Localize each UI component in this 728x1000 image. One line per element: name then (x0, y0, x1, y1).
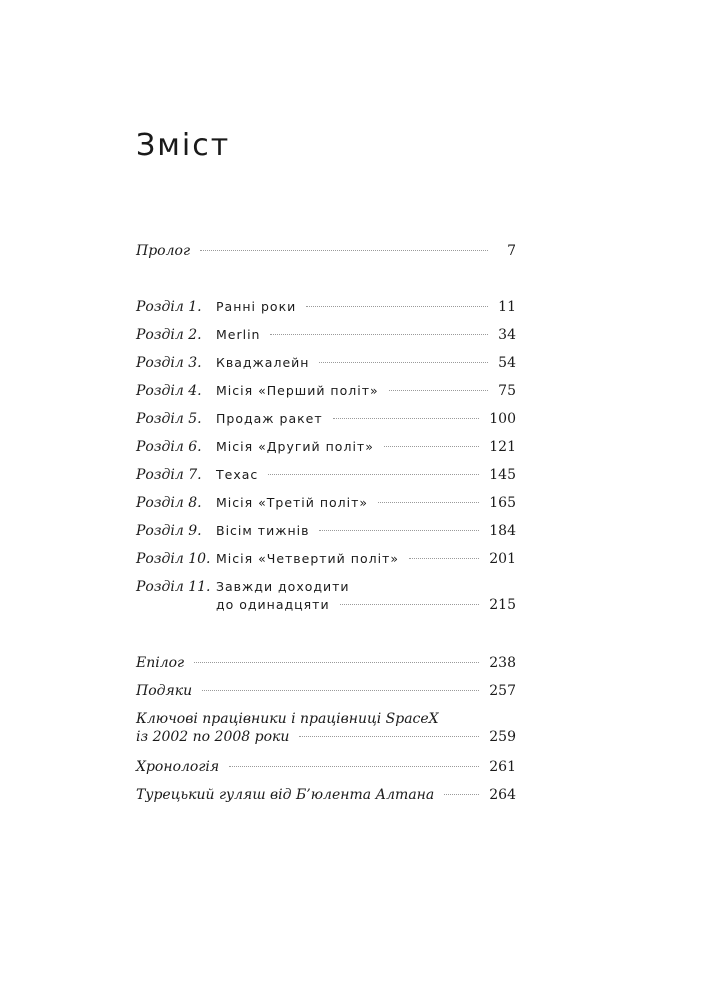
toc-entry-chapter-6[interactable] (136, 438, 516, 456)
chapter-title: Вісім тижнів (216, 523, 310, 538)
page-title: Зміст (136, 128, 231, 163)
page-number: 11 (498, 299, 516, 315)
page-number: 145 (489, 467, 516, 483)
dot-leader (306, 306, 488, 307)
toc-entry-chapter-8[interactable] (136, 494, 516, 512)
toc-entry-prologue[interactable] (136, 242, 516, 260)
page-number: 54 (498, 355, 516, 371)
dot-leader (409, 558, 479, 559)
page-number: 257 (489, 683, 516, 699)
dot-leader (384, 446, 479, 447)
chapter-number: Розділ 11. (136, 579, 211, 595)
toc-entry-chapter-5[interactable] (136, 410, 516, 428)
dot-leader (319, 362, 488, 363)
page-number: 7 (507, 243, 516, 259)
page-number: 259 (489, 729, 516, 745)
dot-leader (389, 390, 488, 391)
toc-entry-epilogue[interactable] (136, 654, 516, 672)
chapter-number: Розділ 7. (136, 467, 202, 483)
dot-leader (194, 662, 479, 663)
page-number: 261 (489, 759, 516, 775)
dot-leader (340, 604, 480, 605)
chapter-number: Розділ 3. (136, 355, 202, 371)
dot-leader (444, 794, 479, 795)
toc-entry-thanks[interactable] (136, 682, 516, 700)
toc-entry-chapter-7[interactable] (136, 466, 516, 484)
dot-leader (270, 334, 488, 335)
chapter-title: Місія «Четвертий політ» (216, 551, 399, 566)
toc-entry-chapter-9[interactable] (136, 522, 516, 540)
page-number: 75 (498, 383, 516, 399)
chapter-number: Розділ 8. (136, 495, 202, 511)
chapter-title: Техас (216, 467, 259, 482)
chapter-title: Продаж ракет (216, 411, 323, 426)
chapter-number: Розділ 1. (136, 299, 202, 315)
chapter-number: Розділ 4. (136, 383, 202, 399)
chapter-number: Розділ 6. (136, 439, 202, 455)
chapter-title-line-1: Завжди доходити (216, 579, 350, 594)
chapter-title: Merlin (216, 327, 261, 342)
dot-leader (319, 530, 479, 531)
entry-label: Подяки (136, 683, 193, 699)
chapter-number: Розділ 9. (136, 523, 202, 539)
toc-entry-chapter-2[interactable] (136, 326, 516, 344)
page-number: 238 (489, 655, 516, 671)
chapter-title-line-2: до одинадцяти (216, 597, 330, 612)
toc-entry-chapter-1[interactable] (136, 298, 516, 316)
toc-entry-chapter-10[interactable] (136, 550, 516, 568)
chapter-title: Кваджалейн (216, 355, 310, 370)
page-number: 100 (489, 411, 516, 427)
toc-entry-chapter-11[interactable] (136, 578, 516, 614)
page-number: 34 (498, 327, 516, 343)
entry-label: Епілог (136, 655, 185, 671)
toc-entry-chronology[interactable] (136, 758, 516, 776)
dot-leader (202, 690, 479, 691)
entry-label: Турецький гуляш від Б’юлента Алтана (136, 787, 435, 803)
dot-leader (200, 250, 488, 251)
chapter-title: Місія «Другий політ» (216, 439, 374, 454)
page-number: 121 (489, 439, 516, 455)
dot-leader (268, 474, 479, 475)
chapter-number: Розділ 5. (136, 411, 202, 427)
page-number: 184 (489, 523, 516, 539)
page-number: 215 (489, 597, 516, 613)
entry-label: Хронологія (136, 759, 220, 775)
dot-leader (299, 736, 479, 737)
toc-entry-key-workers[interactable] (136, 710, 516, 746)
entry-label: Пролог (136, 243, 191, 259)
toc-entry-chapter-4[interactable] (136, 382, 516, 400)
page-number: 201 (489, 551, 516, 567)
toc-entry-chapter-3[interactable] (136, 354, 516, 372)
dot-leader (378, 502, 479, 503)
chapter-title: Місія «Перший політ» (216, 383, 379, 398)
page-number: 264 (489, 787, 516, 803)
entry-label-line-2: із 2002 по 2008 роки (136, 729, 290, 745)
chapter-number: Розділ 2. (136, 327, 202, 343)
page-number: 165 (489, 495, 516, 511)
chapter-title: Місія «Третій політ» (216, 495, 369, 510)
dot-leader (229, 766, 479, 767)
dot-leader (333, 418, 480, 419)
chapter-title: Ранні роки (216, 299, 297, 314)
toc-entry-goulash[interactable] (136, 786, 516, 804)
chapter-number: Розділ 10. (136, 551, 211, 567)
entry-label-line-1: Ключові працівники і працівниці SpaceX (136, 711, 439, 727)
